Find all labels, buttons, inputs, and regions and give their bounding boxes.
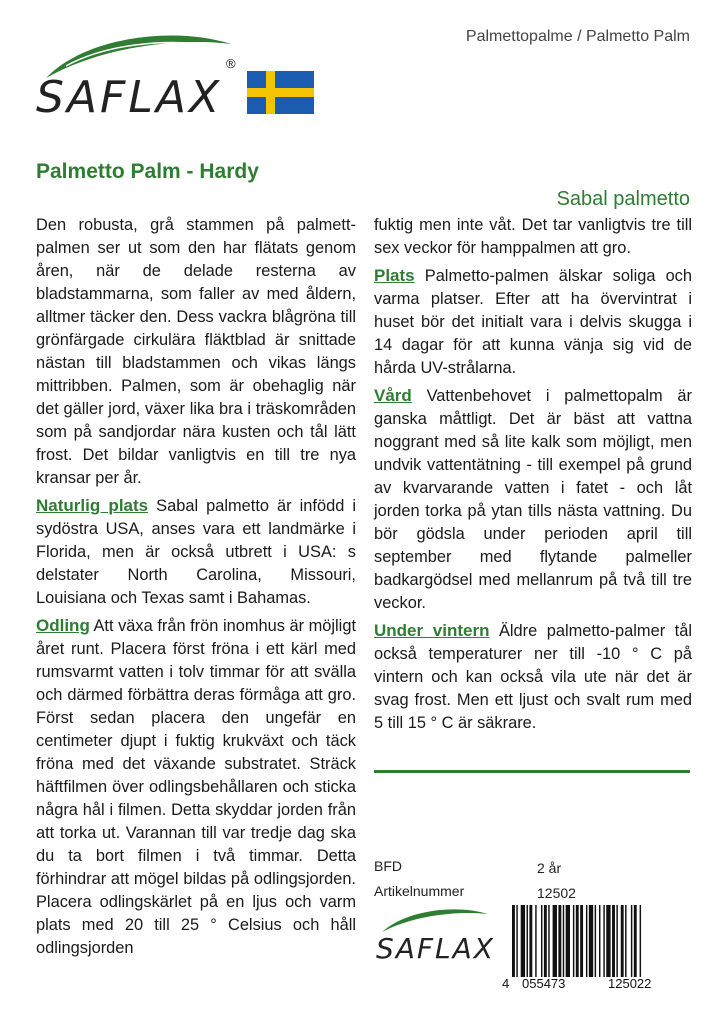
- left-column: [36, 214, 356, 964]
- care-paragraph: [374, 384, 692, 615]
- cultivation-heading: Odling: [36, 616, 90, 635]
- cultivation-text: Att växa från frön inomhus är möjligt året runt. Placera först fröna i ett kärl med rumsvarmt vatten i tolv timmar för att svälla och därmed förbättra deras förmåga att gro. Först sedan placera den ungefär en centimeter djupt i fuktig krukväxt och täck fröna med det växande substratet. Sträck häftfilmen över odlingsbehållaren och sticka några hål i filmen. Detta skyddar jorden från att torka ut. Varannan till var tredje dag ska du ta bort filmen i två timmar. Detta förhindrar att mögel bildas på odlingsjorden. Placera odlingskärlet på en ljus och varm plats med 20 till 25 ° Celsius och håll odlingsjorden: [36, 617, 356, 957]
- location-heading: Plats: [374, 266, 415, 285]
- saflax-logo: [36, 26, 246, 126]
- winter-text: Äldre palmetto-palmer tål också temperaturer ner till -10 ° C på vintern och kan också vila ute när det är svag frost. Men ett ljust och svalt rum med 5 till 15 ° C är säkrare.: [374, 622, 692, 732]
- product-title: Palmetto Palm - Hardy: [36, 160, 259, 183]
- winter-heading: Under vintern: [374, 621, 490, 640]
- brand-name-small: SAFLAX: [376, 932, 495, 965]
- swedish-flag-icon: [247, 71, 314, 114]
- barcode-digits-2: 055473: [522, 976, 566, 991]
- divider-line: [374, 770, 690, 773]
- cultivation-continued: fuktig men inte våt. Det tar vanligtvis tre till sex veckor för hamppalmen att gro.: [374, 216, 692, 257]
- natural-site-text: Sabal palmetto är infödd i sydöstra USA, anses vara ett landmärke i Florida, men är också utbrett i USA: s delstater North Carolina, Missouri, Louisiana och Texas samt i Bahamas.: [36, 497, 357, 607]
- barcode-digits-3: 125022: [608, 976, 652, 991]
- bfd-label: BFD: [374, 858, 402, 874]
- location-paragraph: [374, 264, 692, 380]
- natural-site-heading: Naturlig plats: [36, 496, 149, 515]
- article-number-label: Artikelnummer: [374, 883, 465, 899]
- registered-mark: ®: [226, 56, 236, 71]
- barcode-digit-1: 4: [502, 976, 510, 991]
- care-heading: Vård: [374, 386, 412, 405]
- right-column: [374, 214, 692, 739]
- care-text: Vattenbehovet i palmettopalm är ganska måttligt. Det är bäst att vattna noggrant med så lite kalk som möjligt, men undvik vattentätning - till exempel på grund av kvarvarande vatten i fatet - och låt jorden torka på ytan tills nästa vattning. Du bör gödsla under perioden april till september med flytande palmeller badkargödsel med mellanrum på två till tre veckor.: [374, 387, 692, 612]
- bfd-value: 2 år: [537, 860, 562, 876]
- location-text: Palmetto-palmen älskar soliga och varma platser. Efter att ha övervintrat i huset bör det initialt vara i delvis skugga i 14 dagar för att kunna vänja sig vid de hårda UV-strålarna.: [374, 267, 692, 377]
- cultivation-paragraph: [36, 614, 356, 960]
- winter-paragraph: [374, 619, 692, 735]
- barcode-icon: [512, 905, 692, 977]
- intro-paragraph: Den robusta, grå stammen på palmettpalmen ser ut som den har flätats genom åren, när de delade resterna av bladstammarna, som faller av med åldern, alltmer täcker den. Dess vackra blågröna till grönfärgade cirkulära fläktblad är snittade nästan till bladstammen och vikas längs mittribben. Palmen, som är obehaglig när det gäller jord, växer lika bra i träskområden som på sandjordar nära kusten och tål lätt frost. Det bildar vanligtvis en till tre nya kransar per år.: [36, 216, 356, 487]
- saflax-logo-small: [376, 904, 506, 974]
- natural-site-paragraph: [36, 494, 356, 610]
- product-header-title: Palmettopalme / Palmetto Palm: [465, 28, 690, 45]
- brand-name: SAFLAX: [36, 72, 223, 123]
- latin-name: Sabal palmetto: [556, 188, 690, 210]
- article-number-value: 12502: [537, 885, 576, 901]
